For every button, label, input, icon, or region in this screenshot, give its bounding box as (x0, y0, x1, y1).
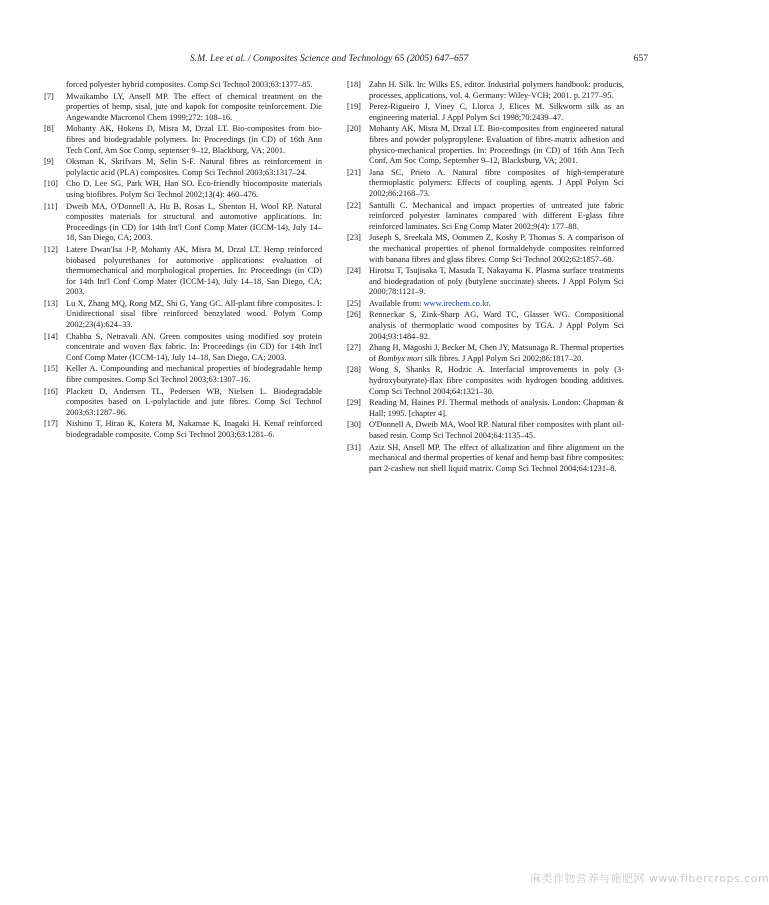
watermark: 麻类作物营养与施肥网 www.fibercrops.com (530, 872, 769, 885)
website-link[interactable]: www.irechem.co.kr (423, 298, 489, 308)
reference-31 (347, 443, 624, 475)
reference-18 (347, 80, 624, 101)
reference-8 (44, 124, 322, 156)
reference-13 (44, 299, 322, 331)
reference-15 (44, 364, 322, 385)
reference-text: Lu X, Zhang MQ, Rong MZ, Shi G, Yang GC. All-plant fibre composites. I: Unidirectional sisal fibre reinforced benzylated wood. Polym Comp 2002;23(4):624–33. (66, 298, 322, 330)
reference-number: [17] (44, 419, 58, 429)
reference-text: Perez-Rigueiro J, Viney C, Llorca J, Elices M. Silkworm silk as an engineering material. J Appl Polym Sci 1998;70:2439–47. (369, 102, 624, 122)
references-right-column (347, 80, 624, 475)
reference-25 (347, 299, 624, 310)
reference-16 (44, 387, 322, 419)
reference-number: [24] (347, 266, 361, 276)
reference-19 (347, 102, 624, 123)
reference-number: [21] (347, 167, 361, 177)
reference-9 (44, 157, 322, 178)
reference-24 (347, 266, 624, 298)
reference-number: [18] (347, 80, 361, 89)
reference-number: [7] (44, 91, 54, 101)
reference-text: Available from: (369, 298, 424, 308)
reference-text: Oksman K, Skrifvars M, Selin S-F. Natural fibres as reinforcement in polylactic acid (PLA) composites. Comp Sci Technol 2003;63:1317–24. (66, 157, 322, 177)
reference-14 (44, 332, 322, 364)
species-name: Bombyx mori (378, 353, 423, 363)
reference-number: [15] (44, 364, 58, 374)
references-left-column (44, 80, 322, 442)
reference-number: [30] (347, 420, 361, 430)
running-head: S.M. Lee et al. / Composites Science and Technology 65 (2005) 647–657 (190, 53, 469, 64)
reference-23 (347, 233, 624, 265)
reference-text: Jana SC, Prieto A. Natural fibre composites of high-temperature thermoplastic polymers: Effects of coupling agents. J Appl Polym Sci 2002;86:2168–73. (369, 167, 624, 198)
reference-7 (44, 92, 322, 124)
reference-26 (347, 310, 624, 342)
reference-30 (347, 420, 624, 441)
reference-text: Aziz SH, Ansell MP. The effect of alkalization and fibre alignment on the mechanical and thermal properties of kenaf and hemp bast fibre composites: part 2-cashew nut shell liquid matrix. Comp Sci Technol 2004;64:1231–8. (369, 442, 624, 473)
reference-text: Nishino T, Hirao K, Kotera M, Nakamae K, Inagaki H. Kenaf reinforced biodegradable composite. Comp Sci Technol 2003;63:1281–6. (66, 419, 322, 439)
reference-text: Dweib MA, O'Donnell A, Hu B, Rosas L, Shenton H, Wool RP. Natural composites materials for structural and automotive applications. In: Proceedings (in CD) for 14th Int'l Conf Comp Mater (ICCM-14), July 14–18, San Diego, CA; 2003. (66, 201, 322, 243)
reference-29 (347, 398, 624, 419)
reference-text-end: silk fibres. J Appl Polym Sci 2002;86:1817–20. (422, 353, 584, 363)
reference-number: [14] (44, 331, 58, 341)
reference-number: [19] (347, 102, 361, 112)
reference-number: [25] (347, 298, 361, 308)
reference-number: [26] (347, 310, 361, 320)
reference-text: Santulli C. Mechanical and impact properties of untreated jute fabric reinforced polyester laminates compared with different E-glass fibre reinforced laminates. Sci Eng Comp Mater 2002;9(4): 177–88. (369, 200, 624, 231)
reference-number: [10] (44, 179, 58, 189)
reference-text: O'Donnell A, Dweib MA, Wool RP. Natural fiber composites with plant oil-based resin. Comp Sci Technol 2004;64:1135–45. (369, 420, 624, 440)
reference-text: Plackett D, Andersen TL, Pedersen WB, Nielsen L. Biodegradable composites based on L-polylactide and jute fibres. Comp Sci Technol 2003;63:1287–96. (66, 386, 322, 417)
reference-number: [12] (44, 244, 58, 254)
reference-number: [9] (44, 157, 54, 167)
reference-text: Mohanty AK, Hokens D, Misra M, Drzal LT. Bio-composites from bio-fibres and biodegradable polymers. In: Proceedings (in CD) of 16th Ann Tech Conf, Am Soc Comp, septenser 9–12, Blackburg, VA; 2001. (66, 124, 322, 155)
reference-number: [28] (347, 365, 361, 375)
reference-number: [22] (347, 200, 361, 210)
reference-number: [27] (347, 343, 361, 353)
reference-text: Mwaikambo LY, Ansell MP. The effect of chemical treatment on the properties of hemp, sisal, jute and kapok for composite reinforcement. Die Angewandte Macromol Chem 1999;272: 108–16. (66, 91, 322, 122)
reference-text: Mohanty AK, Misra M, Drzal LT. Bio-composites from engineered natural fibres and powder polypropylene: Evaluation of fibre–matrix adhesion and physico-mechanical properties. In: Proceedings (in CD) of 16th Ann Tech Conf, Am Soc Comp, September 9–12, Blacksburg, VA; 2001. (369, 124, 624, 166)
reference-text: Keller A. Compounding and mechanical properties of biodegradable hemp fibre composites. Comp Sci Technol 2003;63:1307–16. (66, 364, 322, 385)
reference-12 (44, 245, 322, 298)
reference-text: Zhang H, Magoshi J, Becker M, Chen JY, Matsunaga R. Thermal properties of (369, 343, 624, 363)
reference-text: Chabba S, Netravali AN. Green composites using modified soy protein concentrate and woven flax fabric. In: Proceedings (in CD) for 14th Int'l Conf Comp Mater (ICCM-14), July 14–18, San Diego, CA; 2003. (66, 331, 322, 362)
reference-number: [11] (44, 201, 58, 211)
reference-text: Zahn H. Silk. In: Wilks ES, editor. Industrial polymers handbook: products, processes, applications, vol. 4. Germany: Wiley-VCH; 2001. p. 2177–95. (369, 80, 624, 100)
reference-text-end: . (488, 298, 491, 308)
reference-text: Wong S, Shanks R, Hodzic A. Interfacial improvements in poly (3-hydroxybutyrate)-flax fibre composites with hydrogen bonding additives. Comp Sci Technol 2004;64:1321–30. (369, 365, 624, 396)
reference-21 (347, 168, 624, 200)
page-header (40, 53, 648, 67)
reference-text: Cho D, Lee SG, Park WH, Han SO. Eco-friendly biocomposite materials using biofibres. Polym Sci Technol 2002;13(4): 460–476. (66, 179, 322, 199)
reference-number: [23] (347, 233, 361, 243)
reference-continuation: forced polyester hybrid composites. Comp Sci Technol 2003;63:1377–85. (66, 80, 313, 89)
page-number: 657 (633, 53, 648, 64)
reference-text: Reading M, Haines PJ. Thermal methods of analysis. London: Chapman & Hall; 1995. [chapter 4]. (369, 398, 624, 418)
reference-text: Joseph S, Sreekala MS, Oommen Z, Koshy P, Thomas S. A comparison of the mechanical properties of phenol formaldehyde composites reinforced with banana fibres and glass fibres. Comp Sci Technol 2002;62:1857–68. (369, 233, 624, 264)
reference-number: [16] (44, 386, 58, 396)
reference-20 (347, 124, 624, 166)
reference-text: Hirotsu T, Tsujisaka T, Masuda T, Nakayama K. Plasma surface treatments and biodegradation of poly (butylene succinate) sheets. J Appl Polym Sci 2000;78:1121–9. (369, 266, 624, 297)
reference-number: [13] (44, 298, 58, 308)
reference-11 (44, 202, 322, 244)
reference-27 (347, 343, 624, 364)
reference-number: [20] (347, 124, 361, 134)
reference-number: [8] (44, 124, 54, 134)
reference-10 (44, 179, 322, 200)
reference-17 (44, 419, 322, 440)
reference-number: [29] (347, 398, 361, 408)
reference-number: [31] (347, 442, 361, 452)
reference-28 (347, 365, 624, 397)
reference-22 (347, 201, 624, 233)
reference-text: Latere Dwan'Isa J-P, Mohanty AK, Misra M, Drzal LT. Hemp reinforced biobased polyurethanes for automotive applications: evaluation of thermomechanical and morphological properties. In: Proceedings (in CD) for 14th Int'l Conf Comp Mater (ICCM-14), July 14–18, San Diego, CA; 2003. (66, 244, 322, 297)
reference-text: Renneckar S, Zink-Sharp AG, Ward TC, Glasser WG. Compositional analysis of thermoplatic wood composites by TGA. J Appl Polym Sci 2004;93:1484–92. (369, 310, 624, 341)
